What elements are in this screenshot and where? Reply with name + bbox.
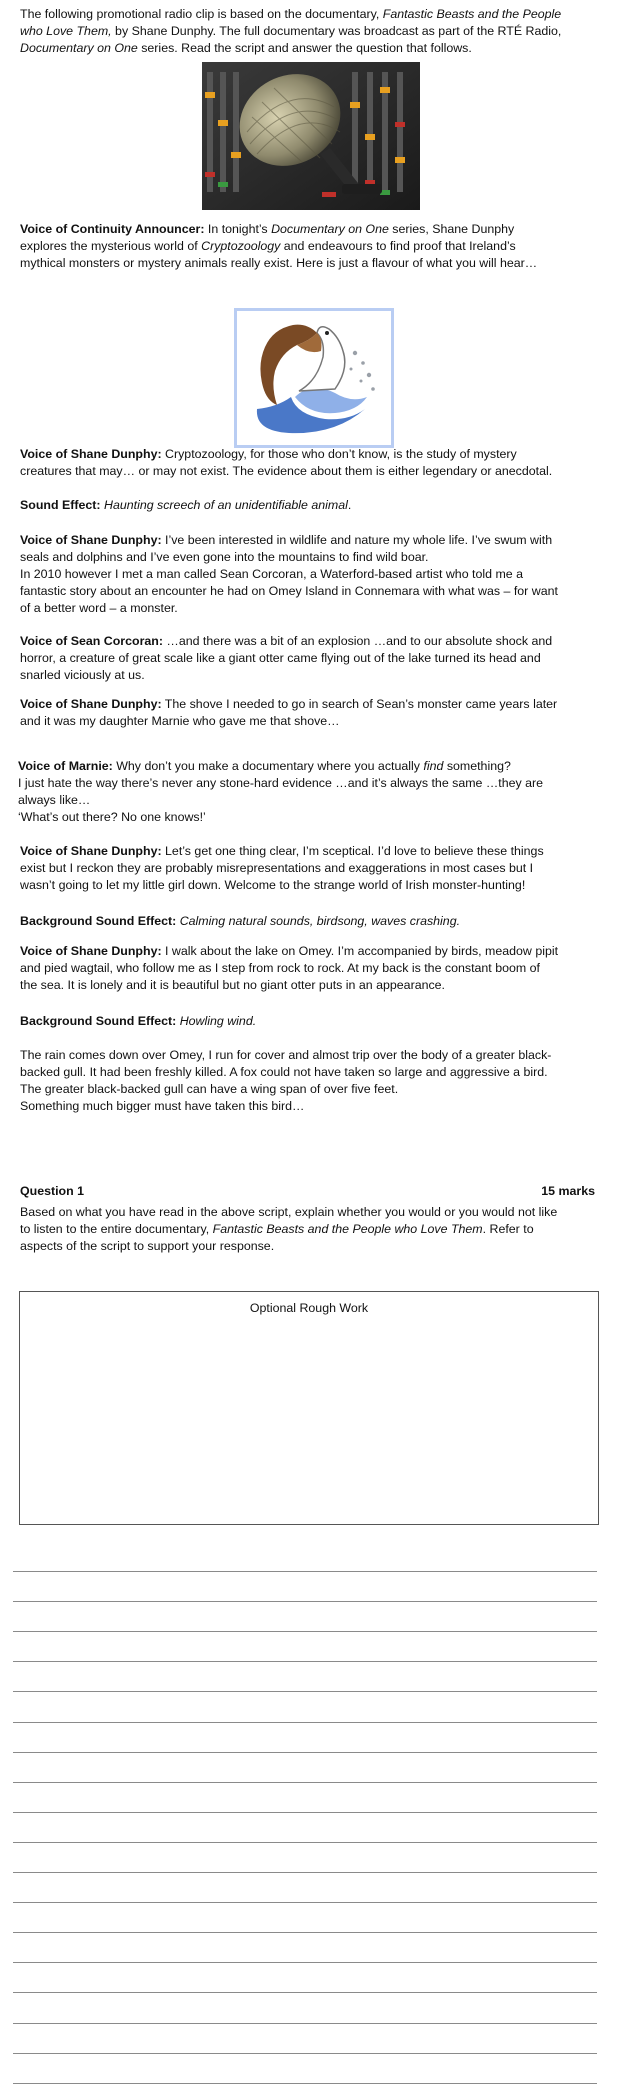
speaker-label: Voice of Continuity Announcer:	[20, 222, 205, 236]
cryptozoology-otter-logo	[234, 308, 394, 448]
speaker-label: Voice of Marnie:	[18, 759, 113, 773]
shane-dunphy-paragraph-2: Voice of Shane Dunphy: I’ve been interested in wildlife and nature my whole life. I’ve swum with seals and dolphins and I’ve even gone into the mountains to find wild boar. In 2010 however I met a man called Sean Corcoran, a Waterford-based artist who told me a fantastic story about an encounter he had on Omey Island in Connemara with what was – for want of a better word – a monster.	[20, 533, 558, 615]
answer-line[interactable]	[13, 1782, 597, 1783]
answer-line[interactable]	[13, 1932, 597, 1933]
background-sound-effect-2: Background Sound Effect: Howling wind.	[20, 1014, 257, 1028]
shane-dunphy-paragraph-4: Voice of Shane Dunphy: Let’s get one thing clear, I’m sceptical. I’d love to believe these things exist but I reckon they are probably misrepresentations and exaggerations in most cases but I wasn’t going to let my little girl down. Welcome to the strange world of Irish monster-hunting!	[20, 844, 544, 892]
microphone-image	[202, 62, 420, 210]
speaker-label: Voice of Sean Corcoran:	[20, 634, 163, 648]
question-header	[20, 1183, 595, 1200]
sound-effect-paragraph: Sound Effect: Haunting screech of an unidentifiable animal.	[20, 498, 352, 512]
answer-line[interactable]	[13, 1872, 597, 1873]
sean-corcoran-paragraph: Voice of Sean Corcoran: …and there was a bit of an explosion …and to our absolute shock and horror, a creature of great scale like a giant otter came flying out of the lake turned its head and snarled viciously at us.	[20, 634, 553, 682]
shane-dunphy-paragraph-1: Voice of Shane Dunphy: Cryptozoology, for those who don’t know, is the study of mystery creatures that may… or may not exist. The evidence about them is either legendary or anecdotal.	[20, 447, 553, 478]
answer-line[interactable]	[13, 2053, 597, 2054]
shane-dunphy-paragraph-3: Voice of Shane Dunphy: The shove I needed to go in search of Sean’s monster came years later and it was my daughter Marnie who gave me that shove…	[20, 697, 558, 728]
speaker-label: Voice of Shane Dunphy:	[20, 944, 162, 958]
answer-line[interactable]	[13, 1661, 597, 1662]
speaker-label: Voice of Shane Dunphy:	[20, 697, 162, 711]
question-body: Based on what you have read in the above script, explain whether you would or you would not like to listen to the entire documentary, Fantastic Beasts and the People who Love Them. Refer to aspects of the script to support your response.	[20, 1205, 558, 1253]
answer-line[interactable]	[13, 1601, 597, 1602]
question-title: Question 1	[20, 1184, 85, 1198]
answer-line[interactable]	[13, 1962, 597, 1963]
intro-paragraph: The following promotional radio clip is based on the documentary, Fantastic Beasts and the People who Love Them, by Shane Dunphy. The full documentary was broadcast as part of the RTÉ Radio, Documentary on One series. Read the script and answer the question that follows.	[20, 7, 562, 55]
background-sound-effect-1: Background Sound Effect: Calming natural sounds, birdsong, waves crashing.	[20, 914, 461, 928]
shane-dunphy-paragraph-5: Voice of Shane Dunphy: I walk about the lake on Omey. I’m accompanied by birds, meadow pipit and pied wagtail, who follow me as I step from rock to rock. At my back is the constant boom of the sea. It is lonely and it is beautiful but no giant otter puts in an appearance.	[20, 944, 559, 992]
answer-line[interactable]	[13, 1691, 597, 1692]
series-title: Documentary on One	[20, 41, 138, 55]
answer-line[interactable]	[13, 1722, 597, 1723]
rough-work-title: Optional Rough Work	[249, 1301, 369, 1315]
answer-line[interactable]	[13, 2023, 597, 2024]
answer-line[interactable]	[13, 1842, 597, 1843]
answer-line[interactable]	[13, 1631, 597, 1632]
answer-line[interactable]	[13, 1902, 597, 1903]
rough-work-box[interactable]	[19, 1291, 599, 1525]
narration-paragraph: The rain comes down over Omey, I run for cover and almost trip over the body of a greater black- backed gull. It had been freshly killed. A fox could not have taken so large and aggressive a bird. The greater black-backed gull can have a wing span of over five feet. Something much bigger must have taken this bird…	[20, 1048, 552, 1113]
answer-line[interactable]	[13, 1992, 597, 1993]
studio-microphone-photo	[202, 62, 420, 210]
answer-line[interactable]	[13, 1812, 597, 1813]
speaker-label: Voice of Shane Dunphy:	[20, 844, 162, 858]
speaker-label: Voice of Shane Dunphy:	[20, 533, 162, 547]
continuity-announcer-paragraph: Voice of Continuity Announcer: In tonight’s Documentary on One series, Shane Dunphy explores the mysterious world of Cryptozoology and endeavours to find proof that Ireland’s mythical monsters or mystery animals really exist. Here is just a flavour of what you will hear…	[20, 222, 538, 270]
documentary-title: Fantastic Beasts and the People	[382, 7, 562, 21]
question-marks: 15 marks	[541, 1184, 595, 1198]
answer-line[interactable]	[13, 1752, 597, 1753]
otter-wave-illustration	[237, 311, 391, 445]
speaker-label: Voice of Shane Dunphy:	[20, 447, 162, 461]
marnie-paragraph: Voice of Marnie: Why don’t you make a documentary where you actually find something? I just hate the way there’s never any stone-hard evidence …and it’s always the same …they are always like… ‘What’s out there? No one knows!’	[18, 759, 544, 824]
answer-line[interactable]	[13, 1571, 597, 1572]
